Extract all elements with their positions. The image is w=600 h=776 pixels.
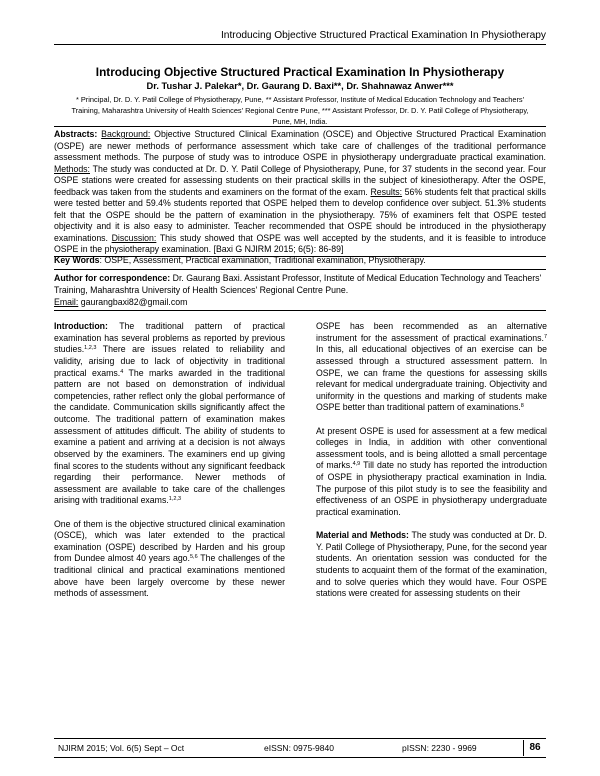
body-column-left <box>54 321 285 719</box>
author-list: Dr. Tushar J. Palekar*, Dr. Gaurang D. Baxi**, Dr. Shahnawaz Anwer*** <box>146 81 454 91</box>
intro-text: The marks awarded in the traditional pattern are not based on demonstration of individual competencies, rather reflect only the global performance of the candidate. Communication skills significantly affect the outcome. The traditional pattern of examination makes assessment of attitudes difficult. The ability of students to examine a patient and arriving at a decision is not always observed by the examiners. The examiners end up giving final scores to the students without any significant feedback regarding their performance. Newer methods of assessment are available to take care of the challenges arising with traditional exams. <box>54 367 285 506</box>
citation: 5,6 <box>189 554 198 561</box>
methods-label: Methods: <box>54 163 90 174</box>
email-link[interactable]: gaurangbaxi82@gmail.com <box>78 297 188 307</box>
correspondence-text: Dr. Gaurang Baxi. Assistant Professor, Institute of Medical Education Technology and Teachers' Training, Maharashtra University of Health Sciences' Regional Centre Pune. <box>54 273 542 295</box>
keywords <box>54 255 546 270</box>
intro-text: The traditional pattern of practical examination has several problems as reported by previous studies. <box>54 321 285 355</box>
paragraph-text: Till date no study has reported the introduction of OSPE in physiotherapy practical examination in India. The purpose of this pilot study is to see the feasibility and effectiveness of an OSPE in physiotherapy undergraduate practical examination. <box>316 460 547 517</box>
footer-pissn: pISSN: 2230 - 9969 <box>402 743 477 753</box>
discussion-text: This study showed that OSPE was well accepted by the students, and it is feasible to introduce OSPE in the physiotherapy examination. [Baxi G NJIRM 2015; 6(5): 86-89] <box>54 232 546 255</box>
results-text: 56% students felt that practical skills were tested better and 59.4% students reported that OSPE helped them to develop confidence over subject. 51.3% students felt that the OSPE should be the pattern of examination in the physiotherapy. 75% of examiners felt that OSPE tested objectivity and it is also easy to administer. Teacher recommended that OSPE should be introduced in the physiotherapy examinations. <box>54 186 546 243</box>
paragraph-text: At present OSPE is used for assessment at a few medical colleges in India, in addition with other conventional assessment tools, and is being allotted a small percentage of marks. <box>316 425 547 471</box>
abstract-label: Abstracts: <box>54 129 98 139</box>
introduction-label: Introduction: <box>54 321 108 331</box>
present-use-paragraph <box>316 426 547 519</box>
discussion-label: Discussion: <box>111 232 157 243</box>
footer-eissn: eISSN: 0975-9840 <box>264 743 334 753</box>
citation: 8 <box>520 403 524 410</box>
paragraph-text: One of them is the objective structured clinical examination (OSCE), which was later extended to the practical examination (OSPE) described by Harden and his group from Dundee almost 40 years ago. <box>54 518 285 564</box>
citation: 1,2,3 <box>168 496 182 503</box>
introduction-paragraph <box>54 321 285 507</box>
running-header: Introducing Objective Structured Practical Examination In Physiotherapy <box>54 30 546 45</box>
email-label: Email: <box>54 297 79 307</box>
page-footer <box>54 738 546 758</box>
correspondence-label: Author for correspondence: <box>54 273 171 283</box>
citation: 1,2,3 <box>84 345 97 352</box>
osce-paragraph <box>54 519 285 600</box>
abstract <box>54 126 546 257</box>
ospe-paragraph <box>316 321 547 414</box>
body-column-right <box>316 321 547 719</box>
correspondence <box>54 272 546 311</box>
affiliations: * Principal, Dr. D. Y. Patil College of Physiotherapy, Pune, ** Assistant Professor, Institute of Medical Education Technology and Teachers' Training, Maharashtra University of Health Sciences' Regional Centre Pune, *** Assistant Professor, Dr. D. Y. Patil College of Physiotherapy, Pune, MH, India. <box>71 95 529 126</box>
background-label: Background: <box>101 129 151 139</box>
citation: 4,9 <box>352 461 361 468</box>
article-title: Introducing Objective Structured Practical Examination In Physiotherapy <box>95 65 505 79</box>
intro-text: There are issues related to reliability and validity, arising due to lack of objectivity in traditional practical exams. <box>54 344 285 378</box>
paragraph-text: In this, all educational objectives of an exercise can be assessed through a structured assessment pattern. In OSPE, we can frame the questions for assessing skills relevant for medical undergraduate training. Objectivity and uniformity in the questions and marking of students make OSPE better than traditional pattern of examinations. <box>316 344 547 413</box>
results-label: Results: <box>370 186 403 197</box>
background-text: Objective Structured Clinical Examination (OSCE) and Objective Structured Practical Examination (OSPE) are newer methods of performance assessment which take care of challenges of the traditional performance assessment methods. The purpose of study was to introduce OSPE in physiotherapy undergraduate practical examination. <box>54 129 546 163</box>
citation: 7 <box>543 333 547 340</box>
methods-heading: Material and Methods: <box>316 530 409 541</box>
paragraph-text: OSPE has been recommended as an alternative instrument for the assessment of practical examinations. <box>316 321 547 343</box>
keywords-label: Key Words <box>54 255 100 265</box>
page-number: 86 <box>523 740 546 756</box>
paragraph-text: The study was conducted at Dr. D. Y. Patil College of Physiotherapy, Pune, for the second year students. An orientation session was conducted for the students to acquaint them of the format of the examination, and to solve queries which they would have. Four OSPE stations were created for assessing students on their <box>316 530 547 599</box>
citation: 4 <box>120 368 124 375</box>
methods-paragraph <box>316 530 547 600</box>
keywords-text: : OSPE, Assessment, Practical examination, Traditional examination, Physiotherapy. <box>99 255 426 265</box>
footer-journal: NJIRM 2015; Vol. 6(5) Sept – Oct <box>58 743 185 753</box>
paragraph-text: The challenges of the traditional clinical and practical examinations mentioned above have been largely overcome by these newer methods of assessment. <box>54 553 285 599</box>
methods-text: The study was conducted at Dr. D. Y. Patil College of Physiotherapy, Pune, for 37 students in the second year. Four OSPE stations were created for assessing students on their practical skills in the subject of kinesiotherapy. After the OSPE, feedback was taken from the students and examiners on the format of the exam. <box>54 163 546 197</box>
